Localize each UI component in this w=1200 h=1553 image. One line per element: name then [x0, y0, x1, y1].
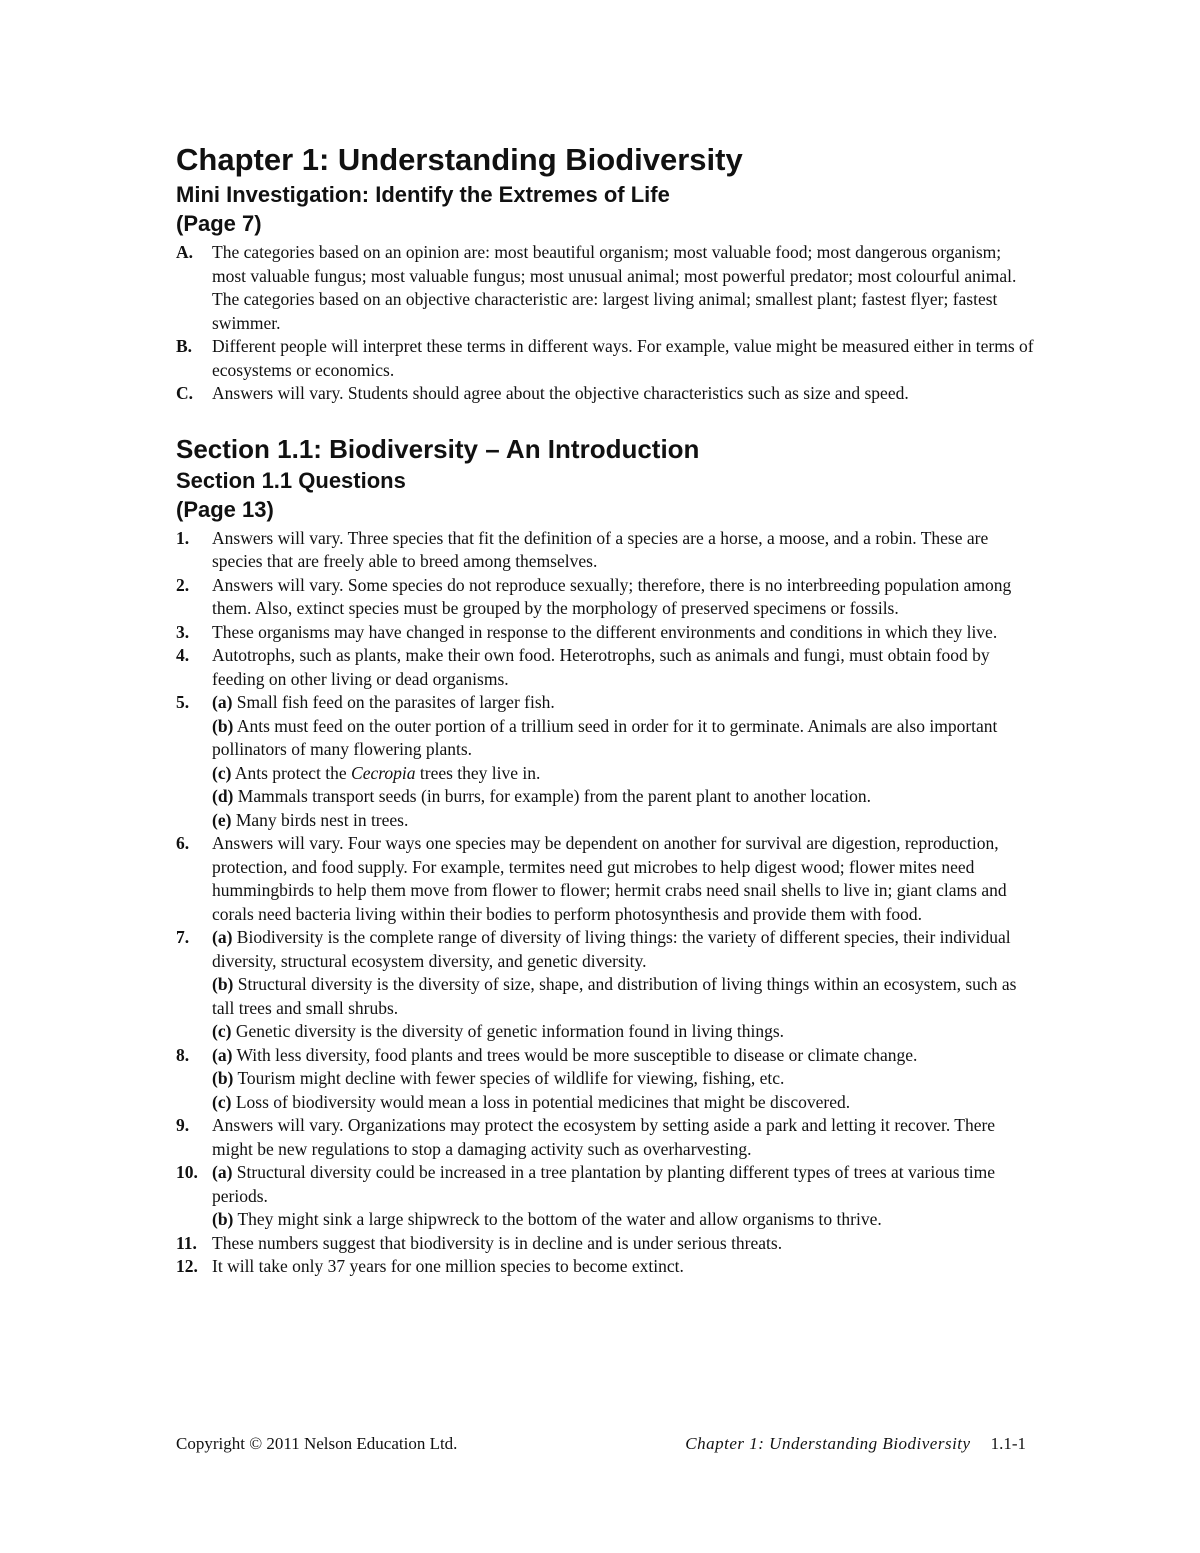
- answer-item: [176, 241, 1036, 335]
- answer-paragraph: [212, 574, 1036, 621]
- answer-paragraph: [212, 382, 1036, 406]
- answer-number: 7.: [176, 927, 190, 947]
- sub-part-label: (a): [212, 927, 233, 947]
- sub-part-label: (b): [212, 715, 234, 736]
- answer-number: 3.: [176, 621, 190, 642]
- answer-number: 2.: [176, 574, 190, 595]
- footer-right: [685, 1433, 1026, 1455]
- answer-text: Answers will vary. Four ways one species may be dependent on another for survival are digestion, reproduction, protection, and food supply. For example, termites need gut microbes to help digest wood; flower mites need hummingbirds to help them move from flower to flower; hermit crabs need snail shells to live in; giant clams and corals need bacteria living within their bodies to perform photosynthesis and provide them with food.: [212, 833, 1007, 924]
- answer-item: [176, 926, 1036, 1044]
- answer-paragraph: [212, 762, 1036, 786]
- answer-text: The categories based on an opinion are: most beautiful organism; most valuable food; most dangerous organism; most valuable fungus; most valuable fungus; most unusual animal; most powerful predator; most colourful animal.: [212, 242, 1017, 286]
- answer-text: Biodiversity is the complete range of diversity of living things: the variety of different species, their individual diversity, structural ecosystem diversity, and genetic diversity.: [212, 927, 1011, 971]
- answer-text: These organisms may have changed in response to the different environments and conditions in which they live.: [212, 621, 998, 642]
- sub-part-label: (b): [212, 974, 234, 994]
- answer-paragraph: [212, 241, 1036, 288]
- sub-part-label: (a): [212, 692, 233, 712]
- footer-chapter: Chapter 1: Understanding Biodiversity: [685, 1434, 971, 1453]
- answer-text: Many birds nest in trees.: [235, 809, 409, 830]
- answer-paragraph: [212, 1232, 1036, 1256]
- copyright-notice: Copyright © 2011 Nelson Education Ltd.: [176, 1434, 458, 1453]
- answer-text: Ants must feed on the outer portion of a trillium seed in order for it to germinate. Animals are also important pollinators of many flowering plants.: [212, 715, 998, 759]
- answer-item: [176, 335, 1036, 382]
- answer-number: 1.: [176, 527, 190, 548]
- answer-text: Small fish feed on the parasites of larger fish.: [236, 692, 555, 712]
- answer-text: Answers will vary. Some species do not reproduce sexually; therefore, there is no interbreeding population among them. Also, extinct species must be grouped by the morphology of preserved specimens or fossils.: [212, 574, 1012, 618]
- answer-text: They might sink a large shipwreck to the bottom of the water and allow organisms to thrive.: [237, 1209, 882, 1229]
- answer-paragraph: [212, 1161, 1036, 1208]
- answer-number: 11.: [176, 1232, 197, 1253]
- answer-item: [176, 527, 1036, 574]
- answer-item: [176, 1161, 1036, 1232]
- answer-number: A.: [176, 242, 194, 262]
- answer-paragraph: [212, 785, 1036, 809]
- answer-text: The categories based on an objective characteristic are: largest living animal; smallest plant; fastest flyer; fastest swimmer.: [212, 289, 998, 333]
- answer-paragraph: [212, 1044, 1036, 1068]
- answer-text: Mammals transport seeds (in burrs, for example) from the parent plant to another location.: [237, 786, 871, 806]
- answer-item: [176, 691, 1036, 832]
- answer-paragraph: [212, 527, 1036, 574]
- answer-text: Loss of biodiversity would mean a loss in potential medicines that might be discovered.: [235, 1091, 851, 1112]
- answer-number: 8.: [176, 1044, 190, 1065]
- answer-paragraph: [212, 926, 1036, 973]
- answer-text: Tourism might decline with fewer species of wildlife for viewing, fishing, etc.: [237, 1068, 785, 1088]
- sub-part-label: (d): [212, 786, 234, 806]
- answer-paragraph: [212, 288, 1036, 335]
- answer-number: 4.: [176, 645, 190, 665]
- sub-part-label: (c): [212, 762, 232, 783]
- page-number: 1.1-1: [990, 1434, 1026, 1453]
- answer-number: 12.: [176, 1256, 198, 1276]
- answer-text-lead: Ants protect the: [234, 762, 347, 783]
- answer-item: [176, 1232, 1036, 1256]
- answer-text: trees they live in.: [419, 762, 541, 783]
- answer-number: 6.: [176, 833, 190, 853]
- answer-text: Answers will vary. Organizations may protect the ecosystem by setting aside a park and letting it recover. There might be new regulations to stop a damaging activity such as overharvesting.: [212, 1115, 996, 1159]
- sub-part-label: (e): [212, 809, 232, 830]
- mini-investigation-page: (Page 7): [176, 211, 262, 236]
- answer-text: Autotrophs, such as plants, make their own food. Heterotrophs, such as animals and fungi, must obtain food by feeding on other living or dead organisms.: [212, 645, 990, 689]
- section-questions-page: (Page 13): [176, 496, 274, 522]
- answer-paragraph: [212, 973, 1036, 1020]
- answer-text: Different people will interpret these terms in different ways. For example, value might be measured either in terms of ecosystems or economics.: [212, 336, 1034, 380]
- answer-paragraph: [212, 1208, 1036, 1232]
- answer-paragraph: [212, 832, 1036, 926]
- answer-text: Answers will vary. Three species that fit the definition of a species are a horse, a moose, and a robin. These are species that are freely able to breed among themselves.: [212, 527, 989, 571]
- section-title: Section 1.1: Biodiversity – An Introduction: [176, 433, 700, 464]
- answer-number: 10.: [176, 1162, 198, 1182]
- answer-text: It will take only 37 years for one million species to become extinct.: [212, 1256, 684, 1276]
- answer-item: [176, 621, 1036, 645]
- answer-text: With less diversity, food plants and trees would be more susceptible to disease or climate change.: [236, 1044, 918, 1065]
- answer-item: [176, 1114, 1036, 1161]
- answer-paragraph: [212, 1020, 1036, 1044]
- section-answers: [176, 527, 1036, 1279]
- answer-paragraph: [212, 1255, 1036, 1279]
- answer-text-italic: Cecropia: [351, 762, 416, 783]
- answer-paragraph: [212, 621, 1036, 645]
- answer-paragraph: [212, 809, 1036, 833]
- answer-paragraph: [212, 1067, 1036, 1091]
- sub-part-label: (c): [212, 1091, 232, 1112]
- answer-number: 9.: [176, 1115, 190, 1135]
- answer-item: [176, 382, 1036, 406]
- answer-text: Answers will vary. Students should agree about the objective characteristics such as size and speed.: [212, 383, 909, 403]
- answer-paragraph: [212, 335, 1036, 382]
- section-questions-title: Section 1.1 Questions: [176, 467, 406, 493]
- chapter-title: Chapter 1: Understanding Biodiversity: [176, 142, 743, 177]
- answer-paragraph: [212, 1114, 1036, 1161]
- sub-part-label: (c): [212, 1021, 232, 1041]
- answer-number: C.: [176, 383, 194, 403]
- document-page: [176, 140, 1036, 1279]
- answer-paragraph: [212, 644, 1036, 691]
- answer-item: [176, 574, 1036, 621]
- answer-text: Genetic diversity is the diversity of genetic information found in living things.: [235, 1021, 785, 1041]
- sub-part-label: (b): [212, 1068, 234, 1088]
- answer-text: Structural diversity is the diversity of size, shape, and distribution of living things within an ecosystem, such as tall trees and small shrubs.: [212, 974, 1017, 1018]
- sub-part-label: (a): [212, 1162, 233, 1182]
- answer-number: 5.: [176, 692, 190, 712]
- answer-item: [176, 644, 1036, 691]
- sub-part-label: (b): [212, 1209, 234, 1229]
- answer-item: [176, 1255, 1036, 1279]
- answer-paragraph: [212, 715, 1036, 762]
- answer-paragraph: [212, 691, 1036, 715]
- answer-item: [176, 832, 1036, 926]
- sub-part-label: (a): [212, 1044, 233, 1065]
- mini-investigation-answers: [176, 241, 1036, 406]
- answer-paragraph: [212, 1091, 1036, 1115]
- answer-text: These numbers suggest that biodiversity is in decline and is under serious threats.: [212, 1232, 783, 1253]
- answer-item: [176, 1044, 1036, 1115]
- answer-text: Structural diversity could be increased in a tree plantation by planting different types of trees at various time periods.: [212, 1162, 996, 1206]
- mini-investigation-title: Mini Investigation: Identify the Extremes of Life: [176, 182, 670, 207]
- answer-number: B.: [176, 336, 193, 356]
